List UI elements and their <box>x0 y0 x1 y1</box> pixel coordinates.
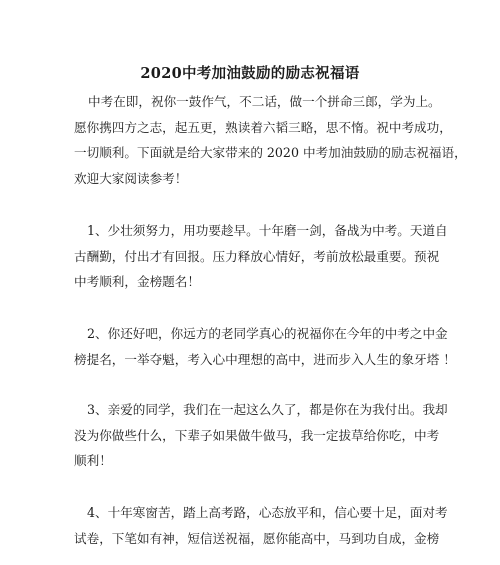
paragraph-line: 顺利！ <box>74 453 112 468</box>
blessing-paragraph-4 <box>74 500 448 551</box>
paragraph-line: 2、你还好吧，你远方的老同学真心的祝福你在今年的中考之中金 <box>87 326 448 341</box>
intro-paragraph <box>74 89 467 191</box>
blessing-paragraph-3 <box>74 397 448 474</box>
paragraph-line: 没为你做些什么，下辈子如果做牛做马，我一定拔草给你吃，中考 <box>74 427 440 443</box>
paragraph-line: 试卷，下笔如有神，短信送祝福，愿你能高中，马到功自成，金榜 <box>74 530 440 546</box>
paragraph-line: 古酬勤，付出才有回报。压力释放心情好，考前放松最重要。预祝 <box>74 248 440 264</box>
paragraph-line: 中考在即，祝你一鼓作气，不二话，做一个拼命三郎，学为上。 <box>88 94 441 109</box>
paragraph-line: 中考顺利，金榜题名！ <box>74 274 200 289</box>
paragraph-line: 欢迎大家阅读参考！ <box>74 170 188 186</box>
paragraph-line: 3、亲爱的同学，我们在一起这么久了，都是你在为我付出。我却 <box>87 402 448 417</box>
paragraph-line: 愿你携四方之志，起五更，熟读着六韬三略，思不惰。祝中考成功， <box>74 119 452 135</box>
page-title: 2020中考加油鼓励的励志祝福语 <box>140 65 360 82</box>
paragraph-line: 榜提名，一举夺魁，考入心中理想的高中，进而步入人生的象牙塔 ！ <box>74 351 456 367</box>
paragraph-line: 一切顺利。下面就是给大家带来的 2020 中考加油鼓励的励志祝福语， <box>74 145 467 160</box>
blessing-paragraph-1 <box>74 218 448 295</box>
paragraph-line: 1、少壮须努力，用功要趁早。十年磨一剑，备战为中考。天道自 <box>87 223 448 238</box>
blessing-paragraph-2 <box>74 321 456 372</box>
paragraph-line: 4、十年寒窗苦，踏上高考路，心态放平和，信心要十足，面对考 <box>87 505 448 520</box>
